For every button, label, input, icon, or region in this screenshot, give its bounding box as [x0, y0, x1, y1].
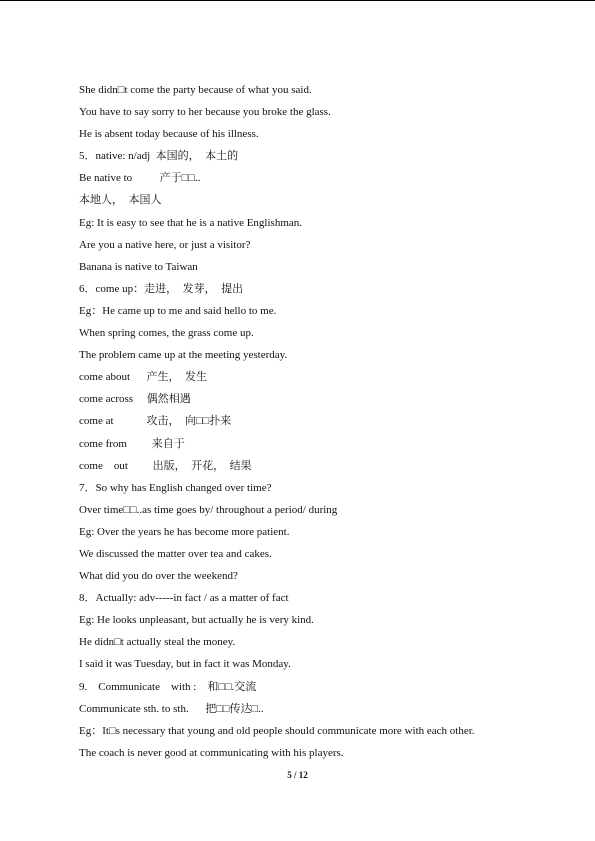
text-line: I said it was Tuesday, but in fact it was Monday. [79, 658, 291, 671]
text-line: The coach is never good at communicating with his players. [79, 746, 344, 759]
example-line: Eg: He looks unpleasant, but actually he is very kind. [79, 614, 314, 627]
phrase-line: come about 产生， 发生 [79, 371, 208, 384]
text-line: He is absent today because of his illness. [79, 128, 259, 141]
text-line: Be native to 产于□□.. [79, 172, 201, 185]
section-heading-7: 7．So why has English changed over time? [79, 481, 272, 494]
example-line: Eg: Over the years he has become more patient. [79, 525, 290, 538]
text-line: Communicate sth. to sth. 把□□传达□.. [79, 702, 264, 715]
text-line: We discussed the matter over tea and cakes. [79, 547, 272, 560]
text-line: You have to say sorry to her because you broke the glass. [79, 106, 331, 119]
section-heading-5: 5．native: n/adj 本国的， 本土的 [79, 150, 239, 163]
text-line: Are you a native here, or just a visitor? [79, 238, 251, 251]
section-heading-9: 9. Communicate with : 和□□.交流 [79, 680, 257, 693]
example-line: Eg：It□s necessary that young and old people should communicate more with each other. [79, 724, 475, 737]
phrase-line: come across 偶然相遇 [79, 393, 191, 406]
example-line: Eg: It is easy to see that he is a native Englishman. [79, 216, 303, 229]
text-line: The problem came up at the meeting yesterday. [79, 349, 288, 362]
text-line: Over time□□..as time goes by/ throughout a period/ during [79, 503, 338, 516]
text-line: When spring comes, the grass come up. [79, 327, 254, 340]
document-body [79, 79, 579, 764]
top-border-line [0, 0, 595, 1]
text-line: She didn□t come the party because of what you said. [79, 84, 312, 96]
example-line: Eg：He came up to me and said hello to me. [79, 304, 277, 317]
text-line: He didn□t actually steal the money. [79, 636, 236, 649]
phrase-line: come from 来自于 [79, 437, 185, 450]
section-heading-8: 8．Actually: adv-----in fact / as a matter of fact [79, 592, 289, 605]
text-line: Banana is native to Taiwan [79, 260, 198, 273]
page-number: 5 / 12 [287, 770, 308, 780]
text-line: What did you do over the weekend? [79, 570, 238, 583]
section-heading-6: 6．come up：走进， 发芽， 提出 [79, 282, 244, 295]
phrase-line: come out 出版， 开花， 结果 [79, 459, 252, 472]
text-line: 本地人， 本国人 [79, 194, 162, 207]
phrase-line: come at 攻击， 向□□扑来 [79, 415, 232, 428]
